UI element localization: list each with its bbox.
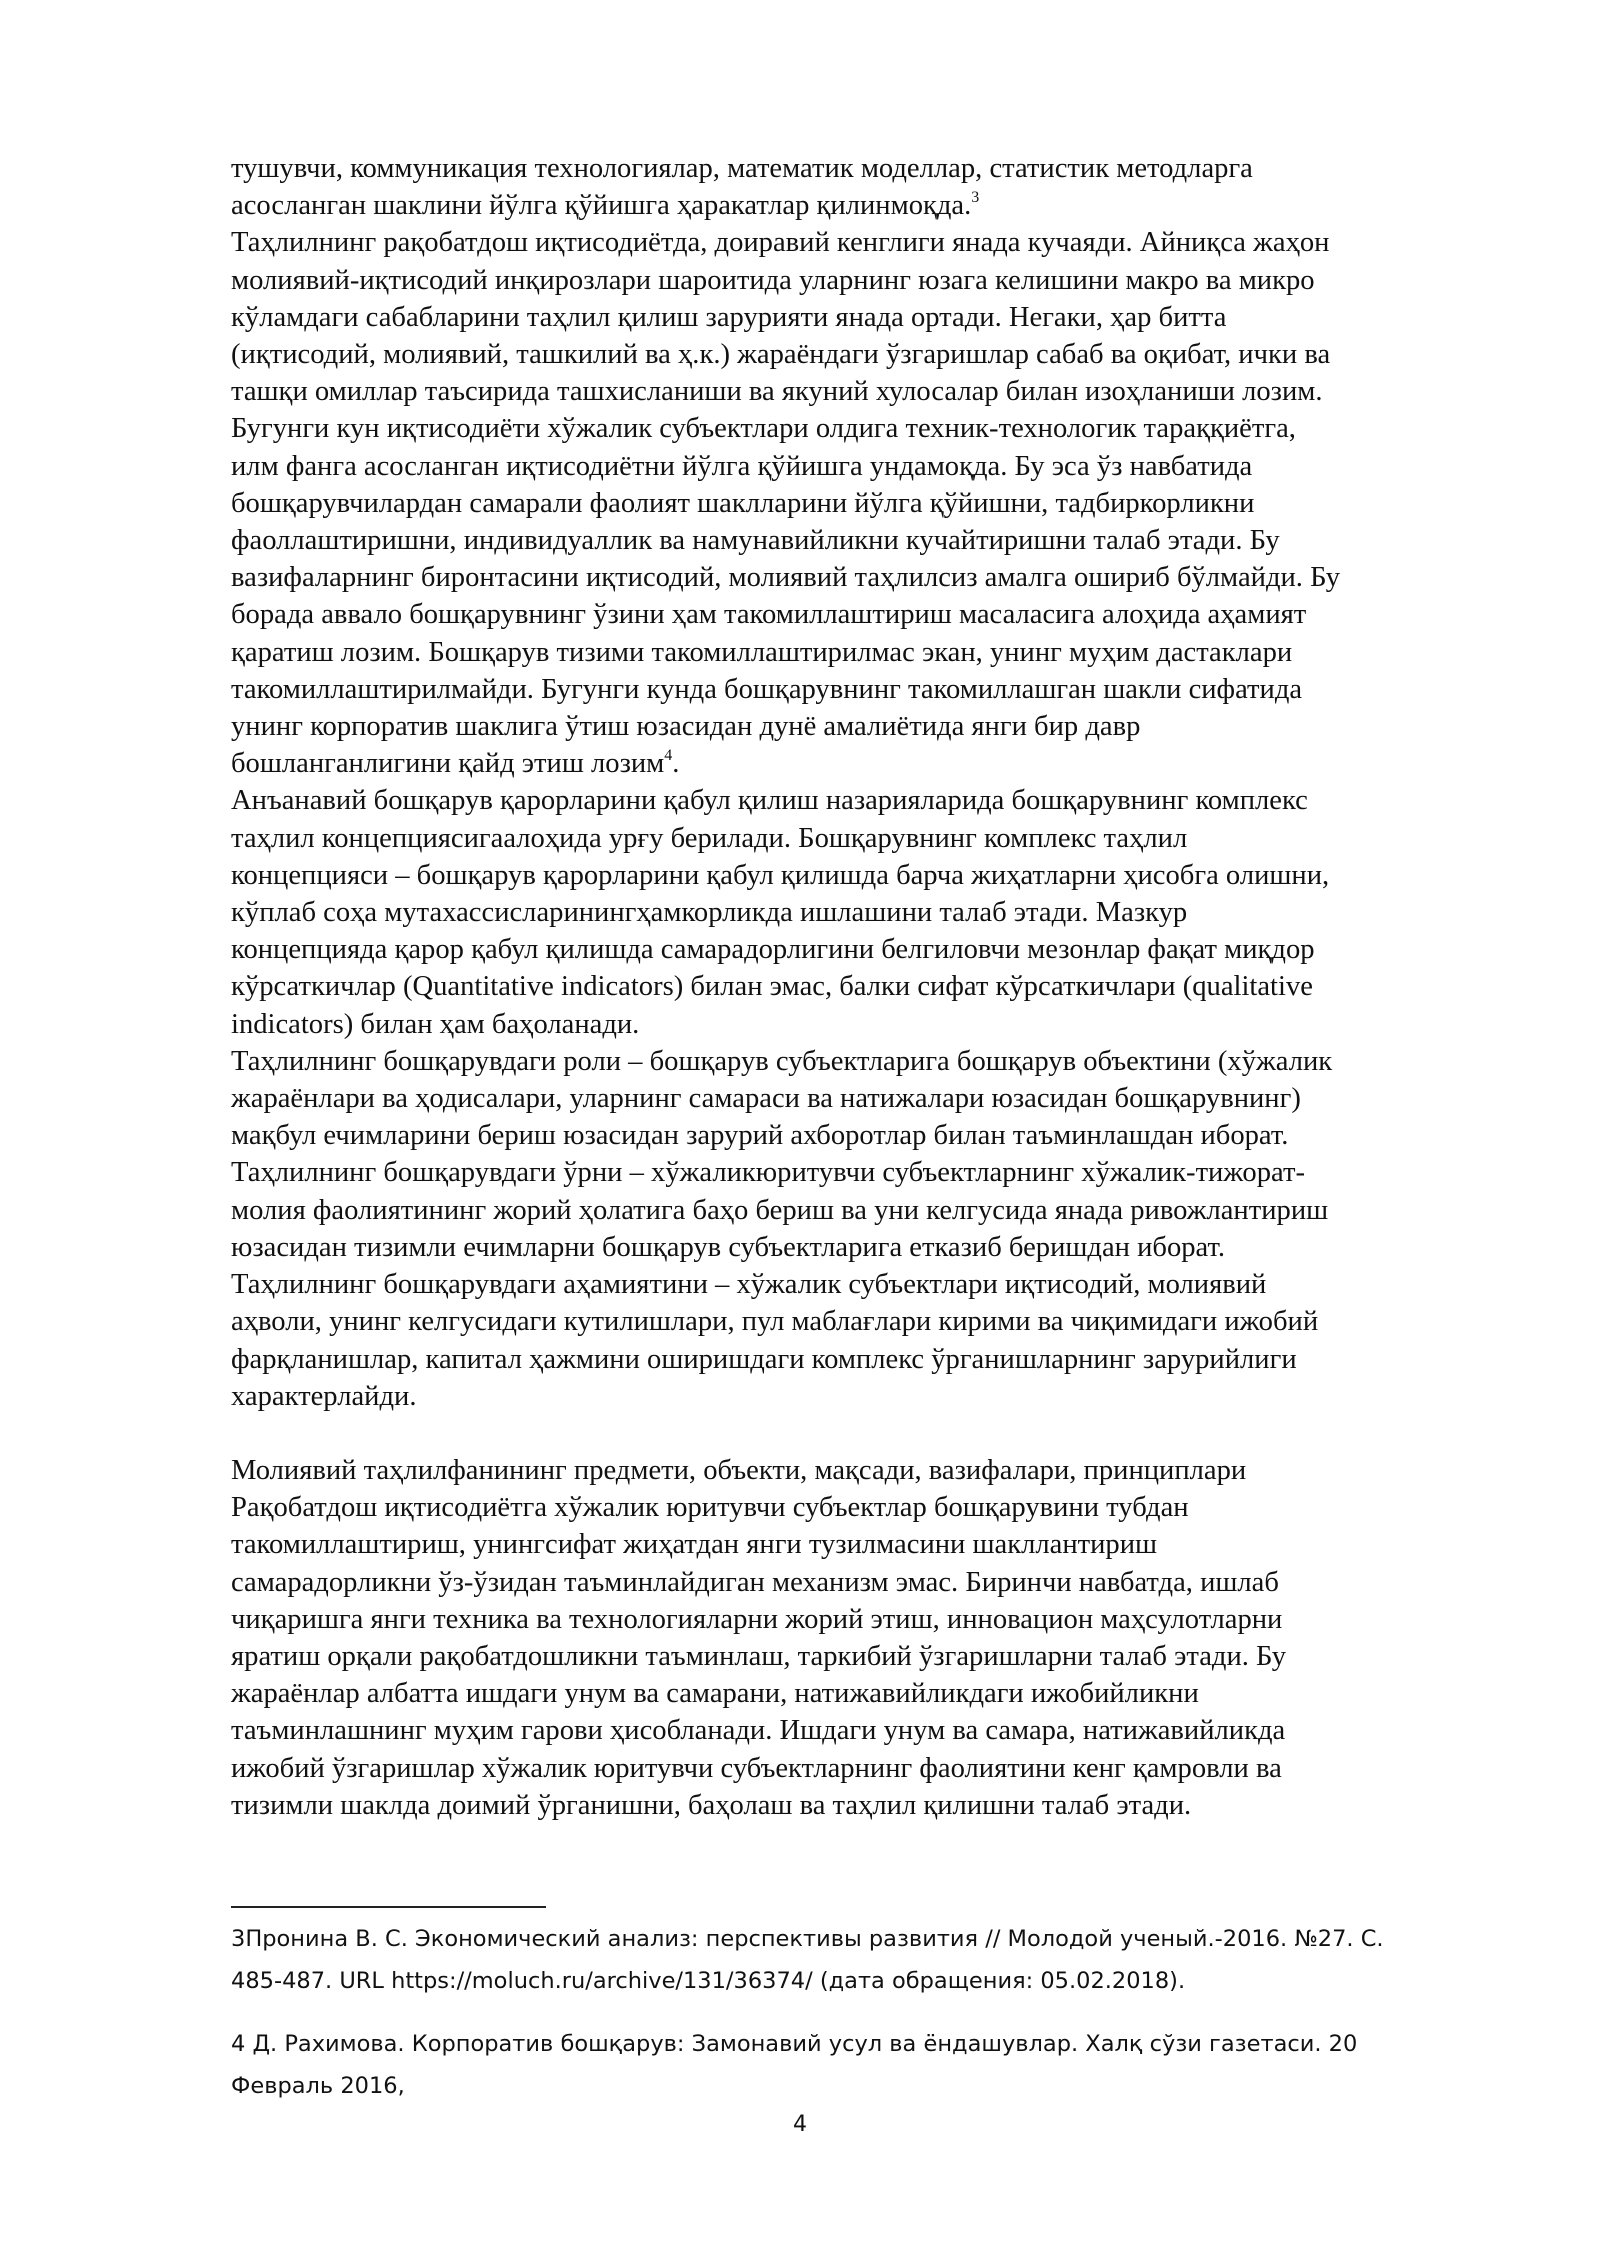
footnote-ref-4[interactable]: 4: [664, 747, 673, 765]
paragraph-2: Таҳлилнинг рақобатдош иқтисодиётда, доиравий кенглиги янада кучаяди. Айниқса жаҳон молиявий-иқтисодий инқирозлари шароитида уларнинг юзага келишини макро ва микро кўламдаги сабабларини таҳлил қилиш зарурияти янада ортади. Негаки, ҳар битта (иқтисодий, молиявий, ташкилий ва ҳ.к.) жараёндаги ўзгаришлар сабаб ва оқибат, ички ва ташқи омиллар таъсирида ташхисланиши ва якуний хулосалар билан изоҳланиши лозим. Бугунги кун иқтисодиёти хўжалик субъектлари олдига техник-технологик тараққиётга, илм фанга асосланган иқтисодиётни йўлга қўйишга ундамоқда. Бу эса ўз навбатида бошқарувчилардан самарали фаолият шаклларини йўлга қўйишни, тадбиркорликни фаоллаштиришни, индивидуаллик ва намунавийликни кучайтиришни талаб этади. Бу вазифаларнинг биронтасини иқтисодий, молиявий таҳлилсиз амалга ошириб бўлмайди. Бу борада аввало бошқарувнинг ўзини ҳам такомиллаштириш масаласига алоҳида аҳамият қаратиш лозим. Бошқарув тизими такомиллаштирилмас экан, унинг муҳим дастаклари такомиллаштирилмайди. Бугунги кунда бошқарувнинг такомиллашган шакли сифатида унинг корпоратив шаклига ўтиш юзасидан дунё амалиётида янги бир давр бошланганлигини қайд этиш лозим$^4$.: [231, 227, 1341, 780]
paragraph-gap: [231, 1415, 1476, 1452]
paragraph-5: Таҳлилнинг бошқарувдаги ўрни – хўжаликюритувчи субъектларнинг хўжалик-тижорат- молия фаолиятининг жорий ҳолатига баҳо бериш ва уни келгусида янада ривожлантириш юзасидан тизимли ечимларни бошқарув субъектларига етказиб беришдан иборат.: [231, 1157, 1329, 1263]
footnote-3: 3Пронина В. С. Экономический анализ: перспективы развития // Молодой ученый.-2016. №27. С. 485-487. URL https://moluch.ru/archive/131/36374/ (дата обращения: 05.02.2018).: [231, 1926, 1384, 1994]
paragraph-4: Таҳлилнинг бошқарувдаги роли – бошқарув субъектларига бошқарув объектини (хўжалик жараёнлари ва ҳодисалари, уларнинг самараси ва натижалари юзасидан бошқарувнинг) мақбул ечимларини бериш юзасидан зарурий ахборотлар билан таъминлашдан иборат.: [231, 1045, 1333, 1152]
footnote-ref-3[interactable]: 3: [971, 189, 980, 207]
paragraph-7: Рақобатдош иқтисодиётга хўжалик юритувчи субъектлар бошқарувини тубдан такомиллаштириш, унингсифат жиҳатдан янги тузилмасини шакллантириш самарадорликни ўз-ўзидан таъминлайдиган механизм эмас. Биринчи навбатда, ишлаб чиқаришга янги техника ва технологияларни жорий этиш, инновацион маҳсулотларни яратиш орқали рақобатдошликни таъминлаш, таркибий ўзгаришларни талаб этади. Бу жараёнлар албатта ишдаги унум ва самарани, натижавийликдаги ижобийликни таъминлашнинг муҳим гарови ҳисобланади. Ишдаги унум ва самара, натижавийликда ижобий ўзгаришлар хўжалик юритувчи субъектларнинг фаолиятини кенг қамровли ва тизимли шаклда доимий ўрганишни, баҳолаш ва таҳлил қилишни талаб этади.: [231, 1492, 1287, 1821]
footnotes: [231, 1918, 1476, 2107]
page-number: 4: [793, 2112, 807, 2137]
footnote-separator: [231, 1906, 546, 1908]
footnote-4: 4 Д. Рахимова. Корпоратив бошқарув: Замонавий усул ва ёндашувлар. Халқ сўзи газетаси. 20 Февраль 2016,: [231, 2031, 1358, 2099]
paragraph-1: тушувчи, коммуникация технологиялар, математик моделлар, статистик методларга асосланган шаклини йўлга қўйишга ҳаракатлар қилинмоқда.$^3$: [231, 153, 1253, 222]
paragraph-6: Таҳлилнинг бошқарувдаги аҳамиятини – хўжалик субъектлари иқтисодий, молиявий аҳволи, унинг келгусидаги кутилишлари, пул маблағлари кирими ва чиқимидаги ижобий фарқланишлар, капитал ҳажмини оширишдаги комплекс ўрганишларнинг зарурийлиги характерлайди.: [231, 1269, 1319, 1412]
body-text: [231, 150, 1476, 1824]
section-heading: Молиявий таҳлилфанининг предмети, объекти, мақсади, вазифалари, принциплари: [231, 1454, 1247, 1486]
paragraph-3: Анъанавий бошқарув қарорларини қабул қилиш назарияларида бошқарувнинг комплекс таҳлил концепциясигаалоҳида урғу берилади. Бошқарувнинг комплекс таҳлил концепцияси – бошқарув қарорларини қабул қилишда барча жиҳатларни ҳисобга олишни, кўплаб соҳа мутахассисларинингҳамкорликда ишлашини талаб этади. Мазкур концепцияда қарор қабул қилишда самарадорлигини белгиловчи мезонлар фақат миқдор кўрсаткичлар (Quantitative indicators) билан эмас, балки сифат кўрсаткичлари (qualitative indicators) билан ҳам баҳоланади.: [231, 785, 1330, 1040]
